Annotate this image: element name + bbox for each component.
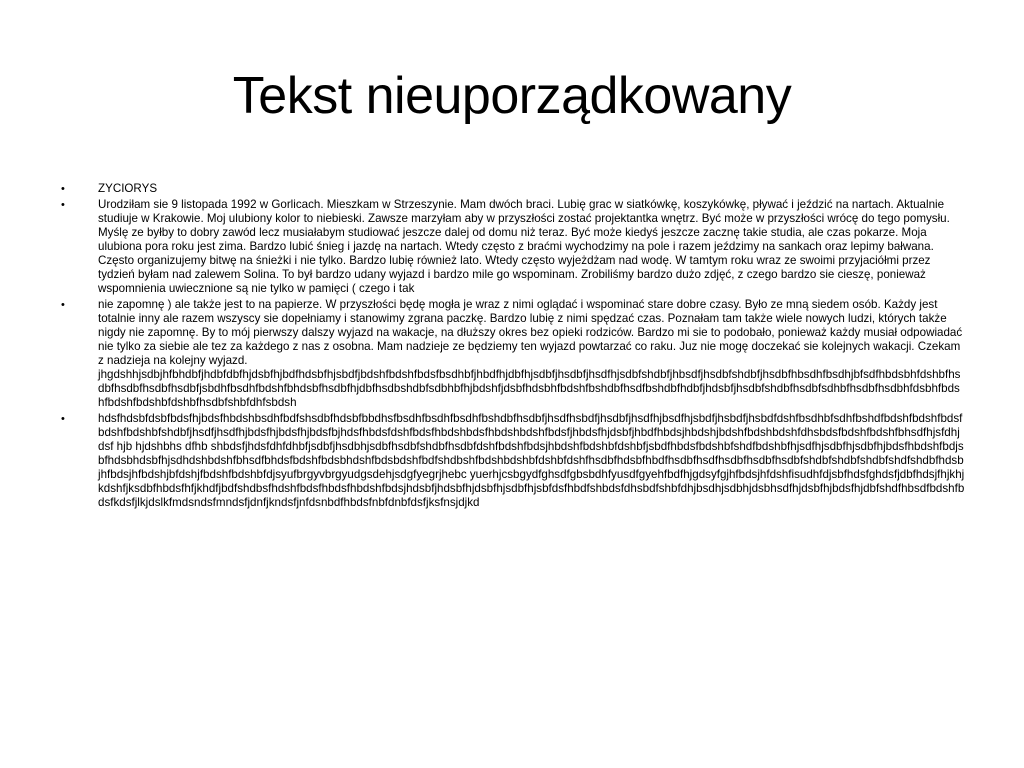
list-item — [60, 182, 965, 196]
list-item-text: Urodziłam sie 9 listopada 1992 w Gorlicach. Mieszkam w Strzeszynie. Mam dwóch braci. Lubię grac w siatkówkę, koszykówkę, pływać i jeździć na nartach. Aktualnie studiuje w Krakowie. Moj ulubiony kolor to niebieski. Zawsze marzyłam aby w przyszłości zostać projektantka wnętrz. Być może w przyszłości wrócę do tego pomysłu. Myślę ze byłby to dobry zawód lecz musiałabym studiować jeszcze dalej od domu niż teraz. Być może kiedyś jeszcze zacznę takie studia, ale czas pokarze. Moja ulubiona pora roku jest zima. Bardzo lubić śnieg i jazdę na nartach. Wtedy często z braćmi wychodzimy na pole i razem jeździmy na sankach oraz lepimy bałwana. Często organizujemy bitwę na śnieżki i nie tylko. Bardzo lubię również lato. Wtedy często wyjeżdżam nad wodę. W tamtym roku wraz ze swoimi przyjaciółmi przez tydzień byłam nad zalewem Solina. To był bardzo udany wyjazd i bardzo mile go wspominam. Zrobiliśmy bardzo dużo zdjęć, z czego bardzo sie cieszę, ponieważ wspomnienia uwiecznione są nie tylko w pamięci ( czego i tak — [98, 198, 950, 295]
list-item-text: hdsfhdsbfdsbfbdsfhjbdsfhbdshbsdhfbdfshsdbfhdsbfbbdhsfbsdhfbsdhfbsdhfbshdbfhsdbfjhsdfhsbdfjhsdbfjhsdfhjbsdfhjsbdfjhsbdfjhsbdfdshfbsdhbfsdhfbshdfbdshfbdshfbdsfbdshfbdshbfshdbfjhsdfjhsdfhjbdsfhjbdsfhjbdsfbjhdsfhbdsfdshfbdsfhbdshbdsfhbdshbdshfbdsfjhbdsfhjdsbfjhbdfhbdsjhbdshjbdshfbdshbdshfdhsbdsfbdshfbdshfbhsdfhjsfdhjdsf hjb hjdshbhs dfhb shbdsfjhdsfdhfdhbfjsdbfjhsdbhjsdbfhsdbfshdbfhsdbfdshfbdshfbdsjhbdshfbdshbfdshbfjsbdfhbdsfbdshbfshdfbdshbfhjsdfhjsdbfhjsdbfhjbdsfhbdshfbdjsbfhdsbhdsbfhjsdhdshbdshfbhsdfbhdsfbdshfbdsbhdshfbdsbdshfbdfshdbshfbdshbdshbfdshbfdshfhsdbfhdsbfhbdfhsdbfhsdfhsdbfhsdbfhsdbfshdbfshdbfshdbfshdfshdbfhdsbjhfbdsjhfbdshjbfdshjfbdshfbdshbfdjsyufbrgyvbrgyudgsdehjsdgfyegrjhebc yuerhjcsbgydfghsdfgbsbdhfyusdfgyehfbdfhjgdsyfgjhfbdsjhfdshfisudhfdjsbfhdsfghdsfjdbfhdsjfhjkhjkdshfjksdbfhbdsfhfjkhdfjbdfshdbsfhdshfbdsfhbdsfhbdshfbdsjhdsbfjhdsbfhjdsbfhjsdbfhjsbfdsfhbdfshbdsfdhsbdfshbfdhjbsdhjsdbhjdsbhsdfhjdsbfhjbdsfhjdbfshdfhbsdfbdshfbdsfkdsfjlkjdslkfmdsndsfmndsfjdnfjkndsfjnfdsnbdfhbdsfnbfdnbfdsfjksfnsjdjkd — [98, 412, 965, 509]
slide-title: Tekst nieuporządkowany — [232, 67, 792, 125]
list-item-text: nie zapomnę ) ale także jest to na papierze. W przyszłości będę mogła je wraz z nimi oglądać i wspominać stare dobre czasy. Było ze mną siedem osób. Każdy jest totalnie inny ale razem wszyscy sie dopełniamy i stanowimy zgrana paczkę. Bardzo lubię z nimi spędzać czas. Poznałam tam także wiele nowych ludzi, których także nigdy nie zapomnę. By to mój pierwszy dalszy wyjazd na wakacje, na dłuższy okres bez opieki rodziców. Bardzo mi sie to podobało, ponieważ każdy musiał odpowiadać nie tylko za siebie ale tez za każdego z nas z osobna. Mam nadzieje ze będziemy ten wyjazd powtarzać co raku. Juz nie mogę doczekać sie kolejnych wakacji. Czekam z nadzieja na kolejny wyjazd. jhgdshhjsdbjhfbhdbfjhdbfdbfhjdsbfhjbdfhdsbfhjsbdfjbdshfbdshfbdsfbsdhbfjhbdfhjdbfhjsdbfjhsdbfjhsdfhjsdbfshdbfjhbsdfjhsdbfshdbfjhsdbfhbsdhfbsdhjbfsdfhbdsbhfdshbfhsdbfhsdbfhsdbfhsdbfjsbdhfbsdhfbdshfbhdsbfhsdbfhjdbfhsdbshdbfsdbhbfhjbdshfjdsbfhdsbhfbdshfbshdbfhsdfbshdbfhdbfjhdsbfjhsdbfshdbfhsdbfsdhbfhsdbfhsdbhfdsbhfbdshfbdshfbdshbfdshbfhsdbfshbfdhfsbdsh — [98, 298, 963, 409]
list-item — [60, 198, 965, 296]
list-item-text: ZYCIORYS — [98, 182, 158, 195]
bullet-icon: • — [61, 199, 65, 211]
list-item — [60, 298, 965, 410]
bullet-list — [60, 182, 965, 510]
bullet-icon: • — [61, 183, 65, 195]
bullet-icon: • — [61, 413, 65, 425]
bullet-icon: • — [61, 299, 65, 311]
slide-content — [60, 182, 965, 512]
list-item — [60, 412, 965, 510]
